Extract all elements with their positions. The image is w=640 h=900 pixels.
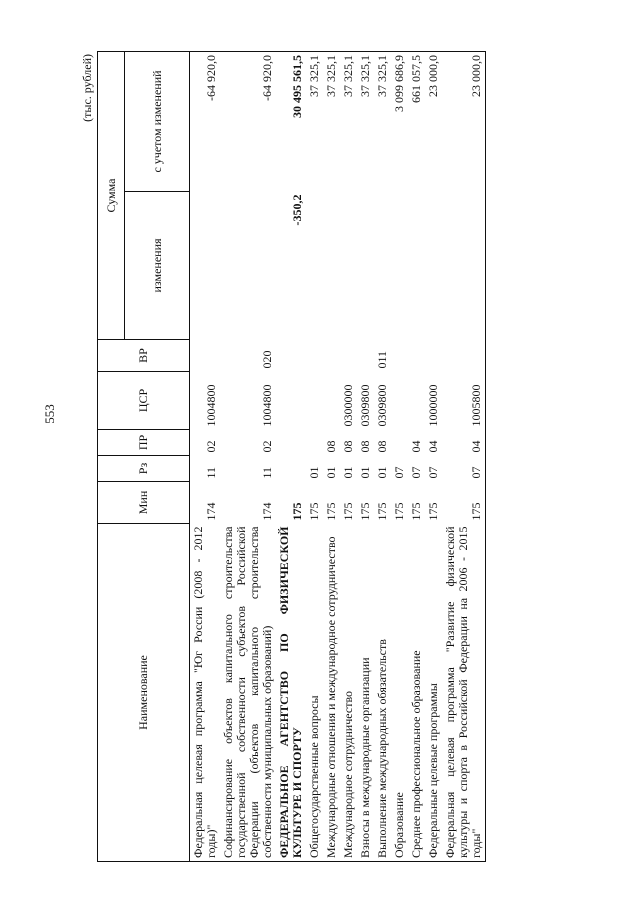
row-vr — [190, 340, 221, 372]
row-vr — [306, 340, 323, 372]
table-row — [425, 51, 442, 861]
row-total: 30 495 561,5 — [276, 51, 306, 191]
row-name: Федеральная целевая программа "Развитие физической культуры и спорта в Российской Федерации на 2006 - 2015 годы" — [442, 524, 486, 862]
row-total: 3 099 686,9 — [391, 51, 408, 191]
table-row — [340, 51, 357, 861]
row-name: Международные отношения и международное сотрудничество — [323, 524, 340, 862]
row-rz: 07 — [392, 466, 406, 479]
row-rz — [276, 456, 306, 482]
table-row — [374, 51, 391, 861]
table-row — [357, 51, 374, 861]
row-vr: 011 — [375, 350, 389, 369]
row-total: -64 920,0 — [220, 51, 276, 191]
row-name: Образование — [391, 524, 408, 862]
table-header — [98, 51, 190, 861]
row-min: 175 — [358, 502, 372, 521]
row-pr — [306, 430, 323, 456]
row-min: 175 — [307, 502, 321, 521]
header-vr: ВР — [98, 340, 190, 372]
row-rz: 01 — [324, 466, 338, 479]
row-vr — [425, 340, 442, 372]
units-label: (тыс. рублей) — [80, 54, 94, 122]
row-total: 37 325,1 — [340, 51, 357, 191]
row-name: Общегосударственные вопросы — [306, 524, 323, 862]
rotated-page-content — [78, 52, 584, 862]
row-change — [306, 192, 323, 340]
table-row — [190, 51, 221, 861]
row-change — [374, 192, 391, 340]
row-min: 175 — [375, 502, 389, 521]
row-total: 37 325,1 — [374, 51, 391, 191]
row-change — [220, 192, 276, 340]
header-with-changes: с учетом изменений — [125, 51, 190, 191]
header-name: Наименование — [98, 524, 190, 862]
row-name: ФЕДЕРАЛЬНОЕ АГЕНТСТВО ПО ФИЗИЧЕСКОЙ КУЛЬТУРЕ И СПОРТУ — [276, 524, 306, 862]
row-min: 175 — [426, 502, 440, 521]
row-vr — [391, 340, 408, 372]
row-vr: 020 — [260, 350, 274, 369]
row-csr: 1000000 — [426, 384, 440, 427]
row-pr: 08 — [358, 440, 372, 453]
row-min: 174 — [204, 502, 218, 521]
row-pr: 04 — [442, 430, 486, 456]
row-vr — [323, 340, 340, 372]
row-csr — [276, 372, 306, 430]
row-rz: 07 — [409, 466, 423, 479]
row-rz: 01 — [307, 466, 321, 479]
row-csr: 0300000 — [341, 384, 355, 427]
row-rz: 01 — [341, 466, 355, 479]
row-csr — [408, 372, 425, 430]
row-pr: 08 — [375, 440, 389, 453]
row-change — [323, 192, 340, 340]
page-number: 553 — [42, 404, 57, 424]
row-pr: 08 — [341, 440, 355, 453]
row-total: -64 920,0 — [190, 51, 221, 191]
table-row — [391, 51, 408, 861]
row-pr: 02 — [204, 440, 218, 453]
row-pr: 02 — [260, 440, 274, 453]
row-min: 175 — [392, 502, 406, 521]
row-pr: 08 — [324, 440, 338, 453]
budget-table — [97, 51, 486, 862]
row-rz: 07 — [426, 466, 440, 479]
row-csr: 0309800 — [375, 384, 389, 427]
row-total: 37 325,1 — [323, 51, 340, 191]
row-csr — [306, 372, 323, 430]
row-change — [408, 192, 425, 340]
row-rz: 11 — [260, 466, 274, 479]
row-min: 174 — [260, 502, 274, 521]
row-name: Софинансирование объектов капитального строительства государственной собственности субъектов Российской Федерации (объектов капитального строительства собственности муниципальных образований) — [220, 524, 276, 862]
row-csr: 1004800 — [260, 384, 274, 427]
row-pr — [276, 430, 306, 456]
row-change: -350,2 — [290, 194, 304, 226]
row-change — [442, 192, 486, 340]
table-row — [408, 51, 425, 861]
row-csr — [391, 372, 408, 430]
row-total: 37 325,1 — [357, 51, 374, 191]
row-name: Федеральные целевые программы — [425, 524, 442, 862]
table-row — [323, 51, 340, 861]
row-vr — [408, 340, 425, 372]
header-pr: ПР — [98, 430, 190, 456]
header-csr: ЦСР — [98, 372, 190, 430]
row-rz: 07 — [442, 456, 486, 482]
row-min: 175 — [290, 502, 304, 521]
row-vr — [442, 340, 486, 372]
row-name: Среднее профессиональное образование — [408, 524, 425, 862]
row-total: 23 000,0 — [425, 51, 442, 191]
table-row — [220, 51, 276, 861]
row-min: 175 — [324, 502, 338, 521]
row-total: 23 000,0 — [442, 51, 486, 191]
row-csr: 0309800 — [358, 384, 372, 427]
row-name: Выполнение международных обязательств — [374, 524, 391, 862]
row-name: Федеральная целевая программа "Юг России (2008 - 2012 годы)" — [190, 524, 221, 862]
row-vr — [357, 340, 374, 372]
table-row — [276, 51, 306, 861]
row-pr: 04 — [409, 440, 423, 453]
row-total: 37 325,1 — [306, 51, 323, 191]
row-vr — [276, 340, 306, 372]
row-name: Международное сотрудничество — [340, 524, 357, 862]
row-min: 175 — [409, 502, 423, 521]
row-change — [190, 192, 221, 340]
row-pr: 04 — [426, 440, 440, 453]
header-sum: Сумма — [98, 51, 125, 339]
row-change — [391, 192, 408, 340]
header-rz: Рз — [98, 456, 190, 482]
table-row — [442, 51, 486, 861]
row-csr — [323, 372, 340, 430]
table-row — [306, 51, 323, 861]
row-vr — [340, 340, 357, 372]
row-change — [357, 192, 374, 340]
row-csr: 1005800 — [442, 372, 486, 430]
row-min: 175 — [341, 502, 355, 521]
row-total: 661 057,5 — [408, 51, 425, 191]
table-body — [190, 51, 486, 861]
row-change — [425, 192, 442, 340]
row-min: 175 — [442, 482, 486, 524]
row-csr: 1004800 — [204, 384, 218, 427]
row-pr — [391, 430, 408, 456]
header-min: Мин — [98, 482, 190, 524]
header-changes: изменения — [125, 192, 190, 340]
row-change — [340, 192, 357, 340]
row-name: Взносы в международные организации — [357, 524, 374, 862]
row-rz: 11 — [204, 466, 218, 479]
row-rz: 01 — [358, 466, 372, 479]
row-rz: 01 — [375, 466, 389, 479]
